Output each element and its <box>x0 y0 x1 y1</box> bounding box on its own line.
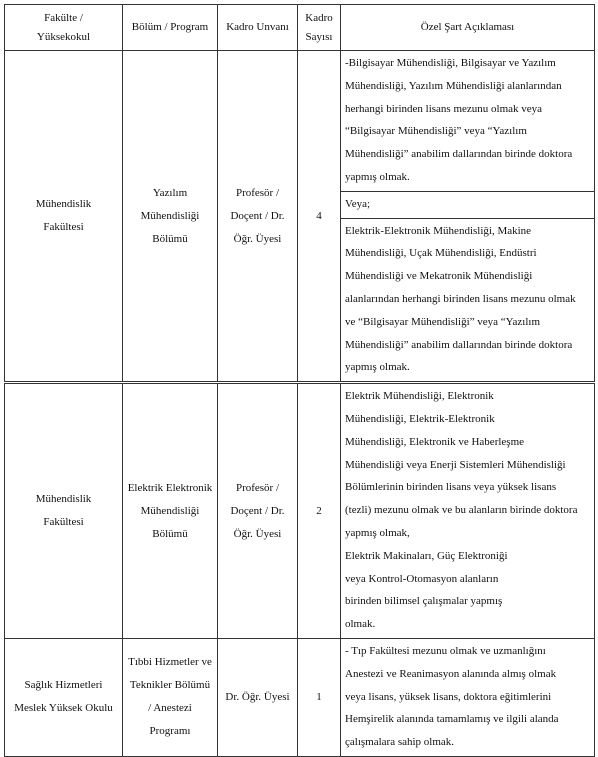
cell-line: Mühendisliği” anabilim dallarından birinde doktora <box>345 148 573 161</box>
header-department: Bölüm / Program <box>123 5 218 51</box>
cell-line: yapmış olmak, <box>345 526 410 539</box>
condition-paragraph <box>341 639 594 756</box>
cell-line: Yazılım <box>152 186 188 199</box>
cell-line: yapmış olmak. <box>345 361 410 374</box>
cell-line: Bölümlerinin birinden lisans veya yüksek lisans <box>345 481 557 494</box>
cell-faculty <box>5 638 123 756</box>
cell-line: (tezli) mezunu olmak ve bu alanların birinde doktora <box>345 504 578 517</box>
cell-line: Profesör / <box>235 481 280 494</box>
cell-line: Programı <box>149 725 191 738</box>
cell-line: Öğr. Üyesi <box>233 232 282 245</box>
cell-line: Mühendisliği, Elektrik-Elektronik <box>345 412 495 425</box>
cell-line: birinden bilimsel çalışmalar yapmış <box>345 595 503 608</box>
cell-line: herhangi birinden lisans mezunu olmak veya <box>345 102 543 115</box>
cell-line: Mühendislik <box>35 198 92 211</box>
cell-department <box>123 383 218 639</box>
cell-line: “Bilgisayar Mühendisliği” veya “Yazılım <box>345 125 527 138</box>
condition-paragraph <box>341 384 594 638</box>
cell-line: Mühendisliği, Uçak Mühendisliği, Endüstri <box>345 247 537 260</box>
cell-line: Dr. Öğr. Üyesi <box>225 690 290 703</box>
cell-line: Mühendisliği veya Enerji Sistemleri Mühendisliği <box>345 458 566 471</box>
cell-title <box>218 51 298 383</box>
header-faculty: Fakülte / Yüksekokul <box>5 5 123 51</box>
cell-line: Mühendisliği, Yazılım Mühendisliği alanlarından <box>345 79 562 92</box>
positions-table <box>4 4 595 757</box>
cell-department <box>123 51 218 383</box>
condition-paragraph <box>341 51 594 191</box>
cell-line: Öğr. Üyesi <box>233 527 282 540</box>
cell-line: ve “Bilgisayar Mühendisliği” veya “Yazılım <box>345 315 541 328</box>
cell-line: Mühendisliği <box>140 209 200 222</box>
condition-paragraph <box>341 218 594 382</box>
cell-faculty <box>5 51 123 383</box>
cell-count: 2 <box>298 383 341 639</box>
cell-condition <box>341 383 595 639</box>
cell-line: veya lisans, yüksek lisans, doktora eğitimlerini <box>345 690 552 703</box>
cell-line: Mühendisliği ve Mekatronik Mühendisliği <box>345 270 533 283</box>
cell-line: / Anestezi <box>148 702 192 715</box>
cell-condition <box>341 638 595 756</box>
cell-line: yapmış olmak. <box>345 170 410 183</box>
cell-line: Profesör / <box>235 186 280 199</box>
cell-line: Doçent / Dr. <box>230 504 285 517</box>
cell-line: Doçent / Dr. <box>230 209 285 222</box>
cell-line: olmak. <box>345 618 376 631</box>
cell-line: Elektrik Mühendisliği, Elektronik <box>345 390 494 403</box>
header-title: Kadro Unvanı <box>218 5 298 51</box>
cell-line: Hemşirelik alanında tamamlamış ve ilgili alanda <box>345 713 559 726</box>
cell-line: çalışmalara sahip olmak. <box>345 736 455 749</box>
cell-line: alanlarından herhangi birinden lisans mezunu olmak <box>345 292 576 305</box>
cell-line: Veya; <box>345 197 371 210</box>
cell-line: Mühendislik <box>35 493 92 506</box>
condition-paragraph <box>341 191 594 218</box>
cell-line: Teknikler Bölümü <box>129 679 211 692</box>
cell-line: Bölümü <box>152 527 188 540</box>
cell-department <box>123 638 218 756</box>
table-row <box>5 383 595 639</box>
cell-condition <box>341 51 595 383</box>
cell-line: Mühendisliği” anabilim dallarından birinde doktora <box>345 338 573 351</box>
cell-line: - Tıp Fakültesi mezunu olmak ve uzmanlığını <box>345 644 546 657</box>
cell-line: Sağlık Hizmetleri <box>24 679 103 692</box>
cell-line: Elektrik Elektronik <box>127 481 213 494</box>
cell-line: Fakültesi <box>43 516 84 529</box>
cell-line: Anestezi ve Reanimasyon alanında almış olmak <box>345 667 557 680</box>
header-count: Kadro Sayısı <box>298 5 341 51</box>
cell-line: veya Kontrol-Otomasyon alanların <box>345 572 499 585</box>
cell-line: -Bilgisayar Mühendisliği, Bilgisayar ve Yazılım <box>345 57 556 69</box>
cell-line: Meslek Yüksek Okulu <box>14 702 113 715</box>
cell-line: Tıbbi Hizmetler ve <box>128 656 212 669</box>
cell-line: Elektrik Makinaları, Güç Elektroniği <box>345 549 508 562</box>
cell-faculty <box>5 383 123 639</box>
cell-count: 4 <box>298 51 341 383</box>
cell-line: Elektrik-Elektronik Mühendisliği, Makine <box>345 224 532 237</box>
cell-line: Mühendisliği, Elektronik ve Haberleşme <box>345 435 525 448</box>
header-row <box>5 5 595 51</box>
cell-title <box>218 638 298 756</box>
cell-line: Fakültesi <box>43 221 84 234</box>
cell-count: 1 <box>298 638 341 756</box>
cell-line: Bölümü <box>152 232 188 245</box>
cell-title <box>218 383 298 639</box>
cell-line: Mühendisliği <box>140 504 200 517</box>
table-row <box>5 51 595 383</box>
header-condition: Özel Şart Açıklaması <box>341 5 595 51</box>
table-row <box>5 638 595 756</box>
